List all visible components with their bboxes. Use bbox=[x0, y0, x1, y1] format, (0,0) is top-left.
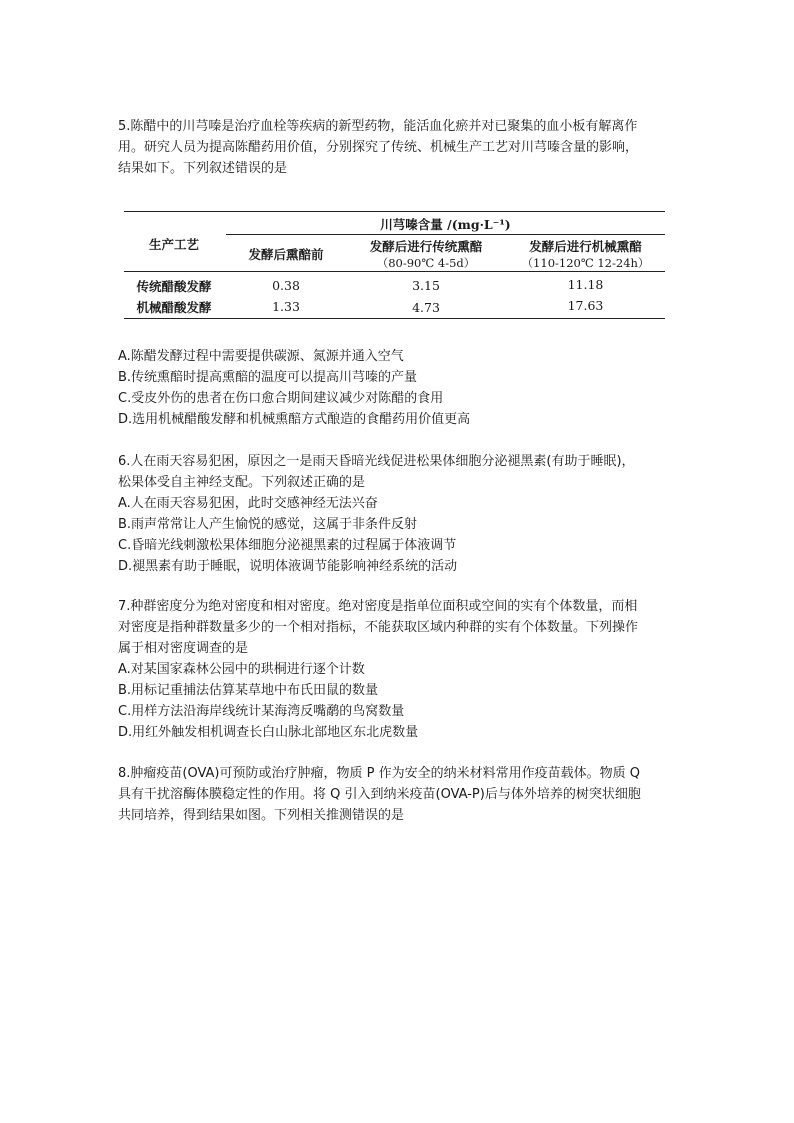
question-8-line: 具有干扰溶酶体膜稳定性的作用。将 Q 引入到纳米疫苗(OVA-P)后与体外培养的树突状细胞 bbox=[118, 787, 641, 802]
question-7-line: 7.种群密度分为绝对密度和相对密度。绝对密度是指单位面积或空间的实有个体数量，而相 bbox=[118, 599, 638, 614]
table-subheader-rule bbox=[226, 234, 665, 235]
option-a: A.陈醋发酵过程中需要提供碳源、氮源并通入空气 bbox=[118, 349, 404, 364]
option-c: C.昏暗光线刺激松果体细胞分泌褪黑素的过程属于体液调节 bbox=[118, 538, 457, 553]
question-5-stem bbox=[118, 116, 688, 179]
question-6-line: 松果体受自主神经支配。下列叙述正确的是 bbox=[118, 475, 366, 490]
option-d: D.用红外触发相机调查长白山脉北部地区东北虎数量 bbox=[118, 725, 419, 740]
table-header-rule bbox=[124, 271, 665, 272]
option-d: D.选用机械醋酸发酵和机械熏醅方式酿造的食醋药用价值更高 bbox=[118, 412, 471, 427]
question-5-line: 5.陈醋中的川芎嗪是治疗血栓等疾病的新型药物，能活血化瘀并对已聚集的血小板有解离作 bbox=[118, 119, 638, 134]
option-d: D.褪黑素有助于睡眠，说明体液调节能影响神经系统的活动 bbox=[118, 559, 458, 574]
question-8 bbox=[118, 763, 688, 826]
question-7-line: 属于相对密度调查的是 bbox=[118, 641, 249, 656]
question-5-options bbox=[118, 346, 688, 430]
question-5-line: 结果如下。下列叙述错误的是 bbox=[118, 161, 288, 176]
option-c: C.受皮外伤的患者在伤口愈合期间建议减少对陈醋的食用 bbox=[118, 391, 444, 406]
table-row-label: 机械醋酸发酵 bbox=[136, 300, 212, 315]
table-cell: 11.18 bbox=[567, 277, 604, 292]
option-b: B.用标记重捕法估算某草地中布氏田鼠的数量 bbox=[118, 683, 379, 698]
option-c: C.用样方法沿海岸线统计某海湾反嘴鹬的鸟窝数量 bbox=[118, 704, 405, 719]
question-8-line: 共同培养，得到结果如图。下列相关推测错误的是 bbox=[118, 808, 405, 823]
table-cell: 3.15 bbox=[412, 278, 440, 293]
table-col-subheader: （80-90℃ 4-5d） bbox=[376, 256, 476, 270]
table-cell: 0.38 bbox=[272, 278, 300, 293]
table-col-header: 发酵后进行机械熏醅 bbox=[529, 239, 642, 254]
table-cell: 1.33 bbox=[272, 299, 300, 314]
question-7 bbox=[118, 596, 688, 743]
option-b: B.雨声常常让人产生愉悦的感觉，这属于非条件反射 bbox=[118, 517, 418, 532]
question-6-line: 6.人在雨天容易犯困，原因之一是雨天昏暗光线促进松果体细胞分泌褪黑素(有助于睡眠)， bbox=[118, 454, 635, 469]
question-8-line: 8.肿瘤疫苗(OVA)可预防或治疗肿瘤，物质 P 作为安全的纳米材料常用作疫苗载体。物质 Q bbox=[118, 766, 640, 781]
option-b: B.传统熏醅时提高熏醅的温度可以提高川芎嗪的产量 bbox=[118, 370, 418, 385]
table-col-header: 发酵后熏醅前 bbox=[248, 247, 324, 262]
table-col-header: 发酵后进行传统熏醅 bbox=[369, 239, 483, 254]
option-a: A.对某国家森林公园中的珙桐进行逐个计数 bbox=[118, 662, 365, 677]
table-col-subheader: （110-120℃ 12-24h） bbox=[521, 256, 650, 270]
table-row-header: 生产工艺 bbox=[148, 237, 199, 252]
table-group-header: 川芎嗪含量 /(mg·L⁻¹) bbox=[380, 217, 511, 232]
question-6 bbox=[118, 451, 688, 577]
question-7-line: 对密度是指种群数量多少的一个相对指标，不能获取区域内种群的实有个体数量。下列操作 bbox=[118, 620, 639, 635]
table-row-label: 传统醋酸发酵 bbox=[136, 279, 212, 294]
table-cell: 17.63 bbox=[567, 298, 604, 313]
table-bottom-rule bbox=[124, 318, 665, 319]
question-5-line: 用。研究人员为提高陈醋药用价值，分别探究了传统、机械生产工艺对川芎嗪含量的影响， bbox=[118, 140, 639, 155]
option-a: A.人在雨天容易犯困，此时交感神经无法兴奋 bbox=[118, 496, 378, 511]
table-cell: 4.73 bbox=[412, 300, 440, 315]
table-top-rule bbox=[124, 211, 665, 212]
